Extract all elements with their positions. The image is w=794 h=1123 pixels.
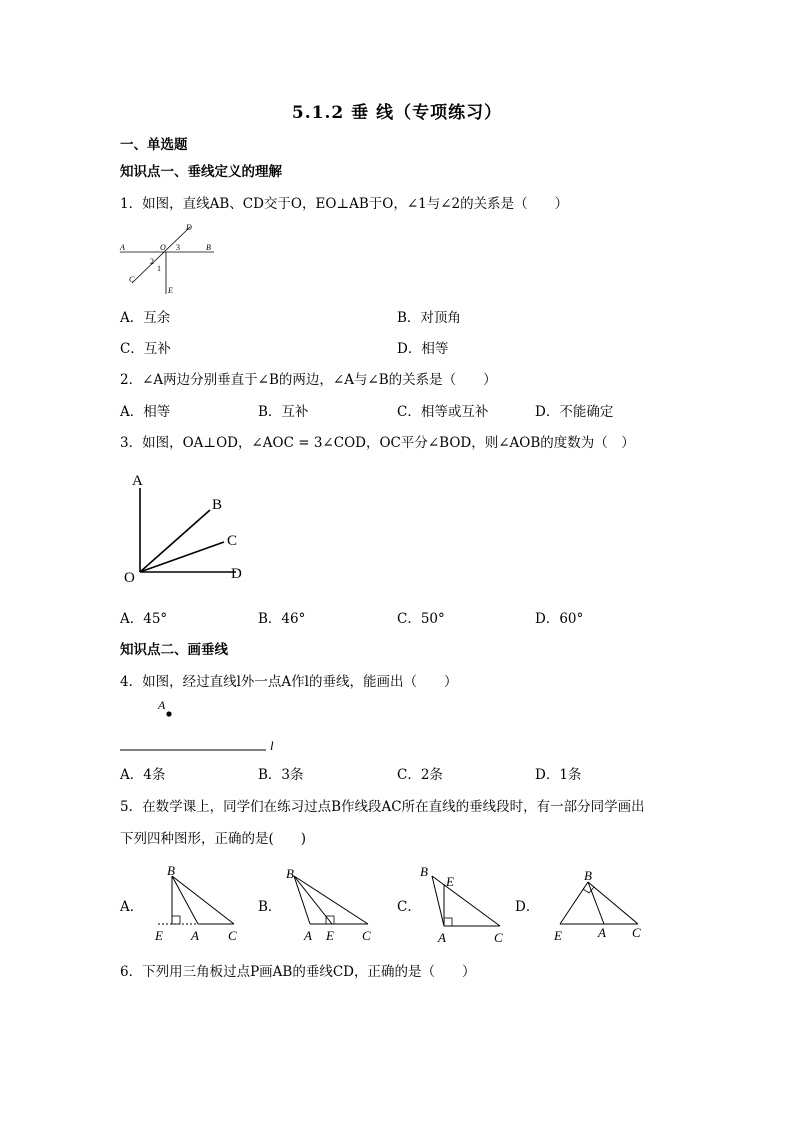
q5-figure-c — [416, 860, 516, 946]
page-title: 5.1.2 垂 线（专项练习） — [291, 103, 503, 123]
q5b-label-c: C — [362, 928, 371, 943]
q4-option-d: D．1条 — [535, 767, 582, 783]
q5b-label-b: B — [286, 866, 294, 881]
q4-option-b: B．3条 — [258, 767, 304, 783]
q5-figure-b — [282, 862, 382, 946]
q5a-label-e: E — [155, 928, 163, 943]
q5-option-c-label: C． — [397, 899, 421, 915]
q3-option-d: D．60° — [535, 611, 584, 627]
q3-option-b: B．46° — [258, 611, 306, 627]
q4-label-a: A — [158, 698, 166, 712]
q5-figure-d — [548, 862, 648, 946]
q1-label-b: B — [206, 243, 211, 252]
q5-figure-a — [150, 862, 250, 946]
q1-option-c: C．互补 — [120, 341, 171, 357]
q1-option-d: D．相等 — [397, 341, 449, 357]
q4-option-a: A．4条 — [120, 767, 166, 783]
q1-line-cd — [132, 227, 190, 283]
q5c-label-e: E — [446, 874, 454, 889]
q5a-label-c: C — [228, 928, 237, 943]
q4-option-c: C．2条 — [397, 767, 443, 783]
q6-stem: 6．下列用三角板过点P画AB的垂线CD，正确的是（ ） — [120, 964, 476, 980]
q2-stem: 2．∠A两边分别垂直于∠B的两边，∠A与∠B的关系是（ ） — [120, 372, 497, 388]
q1-option-b: B．对顶角 — [397, 310, 461, 326]
q5c-right-angle — [444, 918, 452, 926]
q1-label-d: D — [186, 223, 192, 232]
q5b-side-bc — [294, 876, 368, 924]
q5-option-b-label: B． — [258, 899, 282, 915]
q2-option-a: A．相等 — [120, 404, 171, 420]
section-heading: 一、单选题 — [120, 137, 188, 153]
q5c-label-a: A — [438, 930, 446, 945]
q5b-label-e: E — [326, 928, 334, 943]
knowledge-point-1: 知识点一、垂线定义的理解 — [120, 164, 282, 180]
q3-label-o: O — [124, 570, 135, 586]
q2-option-b: B．互补 — [258, 404, 309, 420]
q3-option-a: A．45° — [120, 611, 168, 627]
q3-label-a: A — [132, 473, 143, 489]
q5a-right-angle — [172, 916, 180, 924]
q3-label-c: C — [227, 533, 238, 549]
q5b-side-ba — [294, 876, 310, 924]
q5-stem-line1: 5．在数学课上，同学们在练习过点B作线段AC所在直线的垂线段时，有一部分同学画出 — [120, 799, 645, 815]
q5d-label-e: E — [554, 928, 562, 943]
knowledge-point-2: 知识点二、画垂线 — [120, 642, 228, 658]
q3-label-d: D — [231, 566, 242, 582]
q2-option-d: D．不能确定 — [535, 404, 614, 420]
q5a-label-b: B — [167, 863, 175, 878]
q5c-label-c: C — [494, 930, 503, 945]
q3-ray-oc — [140, 542, 224, 572]
q5d-label-b: B — [584, 868, 592, 883]
q1-label-a: A — [120, 243, 125, 252]
q1-label-o: O — [160, 243, 166, 252]
q5a-side-ba — [172, 876, 198, 924]
q1-label-e: E — [168, 286, 173, 295]
q3-label-b: B — [212, 497, 223, 513]
q1-label-c: C — [129, 275, 135, 284]
q1-option-a: A．互余 — [120, 310, 171, 326]
q4-point-a — [166, 711, 171, 716]
q5d-segment-be — [560, 882, 588, 924]
q1-label-1: 1 — [157, 264, 161, 273]
q5-option-d-label: D． — [515, 899, 540, 915]
q3-ray-ob — [140, 510, 210, 572]
q5-stem-line2: 下列四种图形，正确的是( ) — [120, 831, 307, 847]
q3-option-c: C．50° — [397, 611, 445, 627]
q5c-label-b: B — [420, 864, 428, 879]
q4-label-l: l — [270, 738, 274, 753]
q1-label-2: 2 — [150, 257, 154, 266]
q3-figure — [118, 466, 258, 590]
q4-stem: 4．如图，经过直线l外一点A作l的垂线，能画出（ ） — [120, 674, 458, 690]
q5d-label-c: C — [632, 925, 641, 940]
q5-option-a-label: A． — [120, 899, 144, 915]
q5a-side-bc — [172, 876, 234, 924]
q1-figure — [114, 216, 224, 298]
q5d-label-a: A — [598, 925, 606, 940]
q2-option-c: C．相等或互补 — [397, 404, 489, 420]
q5b-label-a: A — [304, 928, 312, 943]
q1-stem: 1．如图，直线AB、CD交于O，EO⊥AB于O，∠1与∠2的关系是（ ） — [120, 196, 569, 212]
q5a-label-a: A — [191, 928, 199, 943]
q4-figure — [114, 694, 284, 756]
q3-stem: 3．如图，OA⊥OD，∠AOC = 3∠COD，OC平分∠BOD，则∠AOB的度数为（ ） — [120, 435, 635, 451]
q1-label-3: 3 — [176, 243, 180, 252]
